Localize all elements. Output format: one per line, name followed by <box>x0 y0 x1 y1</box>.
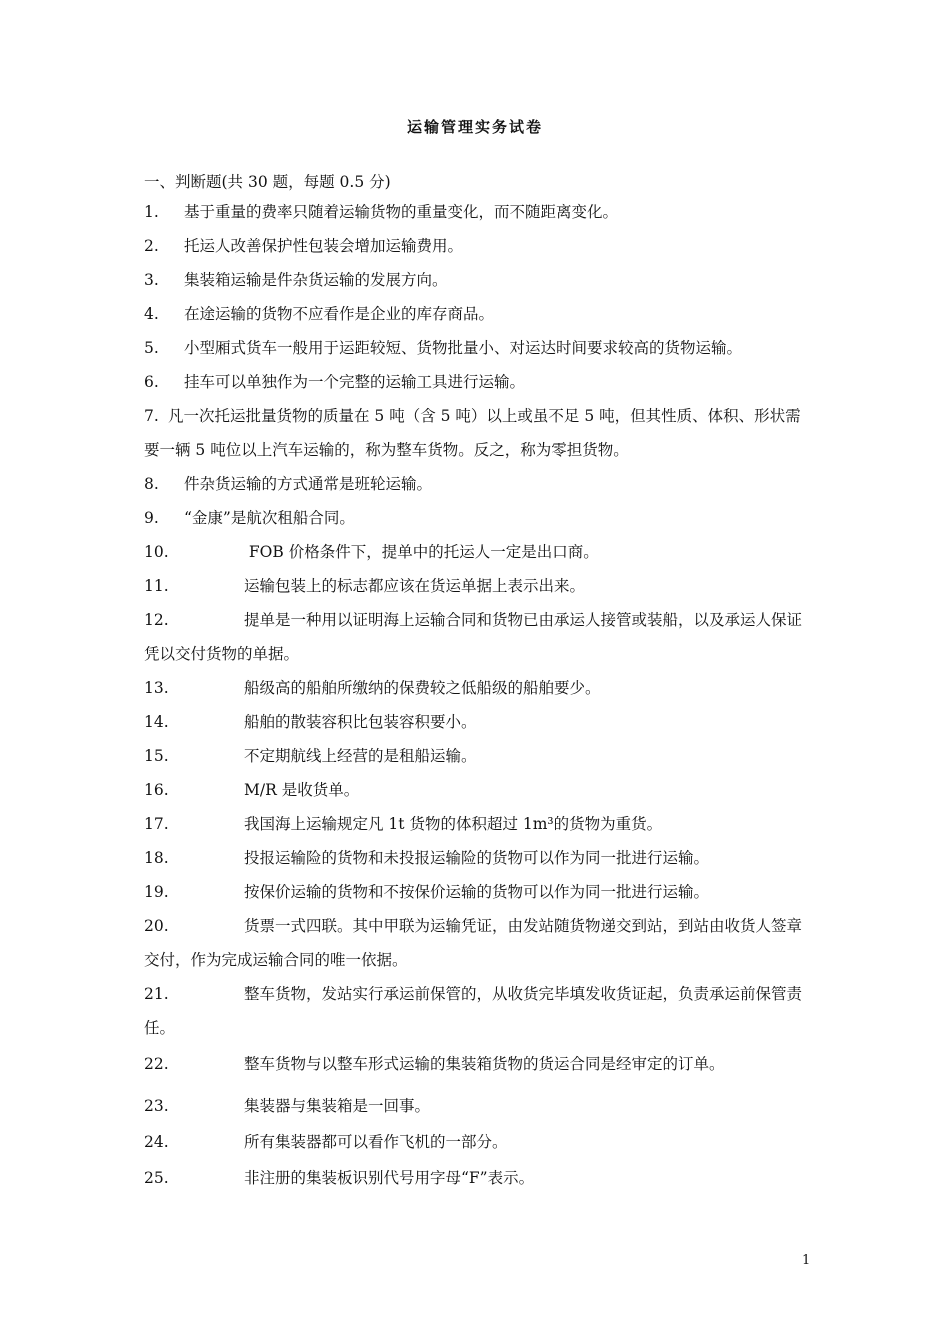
question-text: 小型厢式货车一般用于运距较短、货物批量小、对运达时间要求较高的货物运输。 <box>184 339 743 357</box>
question-text: 件杂货运输的方式通常是班轮运输。 <box>184 475 433 493</box>
question-1 <box>144 195 808 229</box>
question-5 <box>144 331 808 365</box>
question-text: 整车货物，发站实行承运前保管的，从收货完毕填发收货证起，负责承运前保管责任。 <box>144 985 803 1037</box>
question-13 <box>144 671 808 705</box>
question-number: 25. <box>144 1169 169 1187</box>
question-12 <box>144 603 808 671</box>
question-10 <box>144 535 808 569</box>
question-number: 16. <box>144 781 169 799</box>
question-25 <box>144 1161 808 1195</box>
question-text: 整车货物与以整车形式运输的集装箱货物的货运合同是经审定的订单。 <box>244 1055 725 1073</box>
question-text: 提单是一种用以证明海上运输合同和货物已由承运人接管或装船，以及承运人保证凭以交付货物的单据。 <box>144 611 803 663</box>
question-number: 19. <box>144 883 169 901</box>
question-18 <box>144 841 808 875</box>
question-3 <box>144 263 808 297</box>
question-text: 投报运输险的货物和未投报运输险的货物可以作为同一批进行运输。 <box>244 849 710 867</box>
question-text: 挂车可以单独作为一个完整的运输工具进行运输。 <box>184 373 526 391</box>
page-title: 运输管理实务试卷 <box>406 118 543 136</box>
question-9 <box>144 501 808 535</box>
question-number: 12. <box>144 611 169 629</box>
question-text: “金康”是航次租船合同。 <box>184 509 355 527</box>
section-heading: 一、判断题(共 30 题，每题 0.5 分) <box>144 173 391 191</box>
question-text: 运输包装上的标志都应该在货运单据上表示出来。 <box>244 577 586 595</box>
question-number: 10. <box>144 543 169 561</box>
question-number: 13. <box>144 679 169 697</box>
question-14 <box>144 705 808 739</box>
question-number: 23. <box>144 1097 169 1115</box>
question-16 <box>144 773 808 807</box>
question-number: 11. <box>144 577 169 595</box>
question-number: 9. <box>144 509 159 527</box>
question-number: 5. <box>144 339 159 357</box>
question-text: 集装器与集装箱是一回事。 <box>244 1097 431 1115</box>
question-text: 按保价运输的货物和不按保价运输的货物可以作为同一批进行运输。 <box>244 883 710 901</box>
question-2 <box>144 229 808 263</box>
question-8 <box>144 467 808 501</box>
question-text: 基于重量的费率只随着运输货物的重量变化，而不随距离变化。 <box>184 203 619 221</box>
question-20 <box>144 909 808 977</box>
question-text: 托运人改善保护性包装会增加运输费用。 <box>184 237 464 255</box>
question-number: 4. <box>144 305 159 323</box>
question-number: 17. <box>144 815 169 833</box>
question-text: 我国海上运输规定凡 1t 货物的体积超过 1m³的货物为重货。 <box>244 815 663 833</box>
question-15 <box>144 739 808 773</box>
question-number: 2. <box>144 237 159 255</box>
question-text: 船级高的船舶所缴纳的保费较之低船级的船舶要少。 <box>244 679 601 697</box>
question-number: 6. <box>144 373 159 391</box>
question-24 <box>144 1125 808 1159</box>
question-text: 集装箱运输是件杂货运输的发展方向。 <box>184 271 448 289</box>
question-text: FOB 价格条件下，提单中的托运人一定是出口商。 <box>244 543 599 561</box>
question-number: 21. <box>144 985 169 1003</box>
question-number: 18. <box>144 849 169 867</box>
question-21 <box>144 977 808 1045</box>
question-text: M/R 是收货单。 <box>244 781 360 799</box>
question-number: 14. <box>144 713 169 731</box>
question-4 <box>144 297 808 331</box>
question-text: 在途运输的货物不应看作是企业的库存商品。 <box>184 305 495 323</box>
question-number: 20. <box>144 917 169 935</box>
question-23 <box>144 1089 808 1123</box>
question-number: 1. <box>144 203 159 221</box>
question-text: 船舶的散装容积比包装容积要小。 <box>244 713 477 731</box>
question-number: 22. <box>144 1055 169 1073</box>
question-text: 凡一次托运批量货物的质量在 5 吨（含 5 吨）以上或虽不足 5 吨，但其性质、体积、形状需要一辆 5 吨位以上汽车运输的，称为整车货物。反之，称为零担货物。 <box>144 407 801 459</box>
question-19 <box>144 875 808 909</box>
question-22 <box>144 1047 808 1081</box>
question-6 <box>144 365 808 399</box>
question-number: 7. <box>144 407 159 425</box>
question-text: 不定期航线上经营的是租船运输。 <box>244 747 477 765</box>
page-number: 1 <box>802 1253 811 1268</box>
question-number: 3. <box>144 271 159 289</box>
question-number: 8. <box>144 475 159 493</box>
question-number: 24. <box>144 1133 169 1151</box>
question-number: 15. <box>144 747 169 765</box>
question-7 <box>144 399 808 467</box>
question-11 <box>144 569 808 603</box>
question-text: 非注册的集装板识别代号用字母“F”表示。 <box>244 1169 535 1187</box>
question-text: 所有集装器都可以看作飞机的一部分。 <box>244 1133 508 1151</box>
question-text: 货票一式四联。其中甲联为运输凭证，由发站随货物递交到站，到站由收货人签章交付，作为完成运输合同的唯一依据。 <box>144 917 803 969</box>
question-17 <box>144 807 808 841</box>
